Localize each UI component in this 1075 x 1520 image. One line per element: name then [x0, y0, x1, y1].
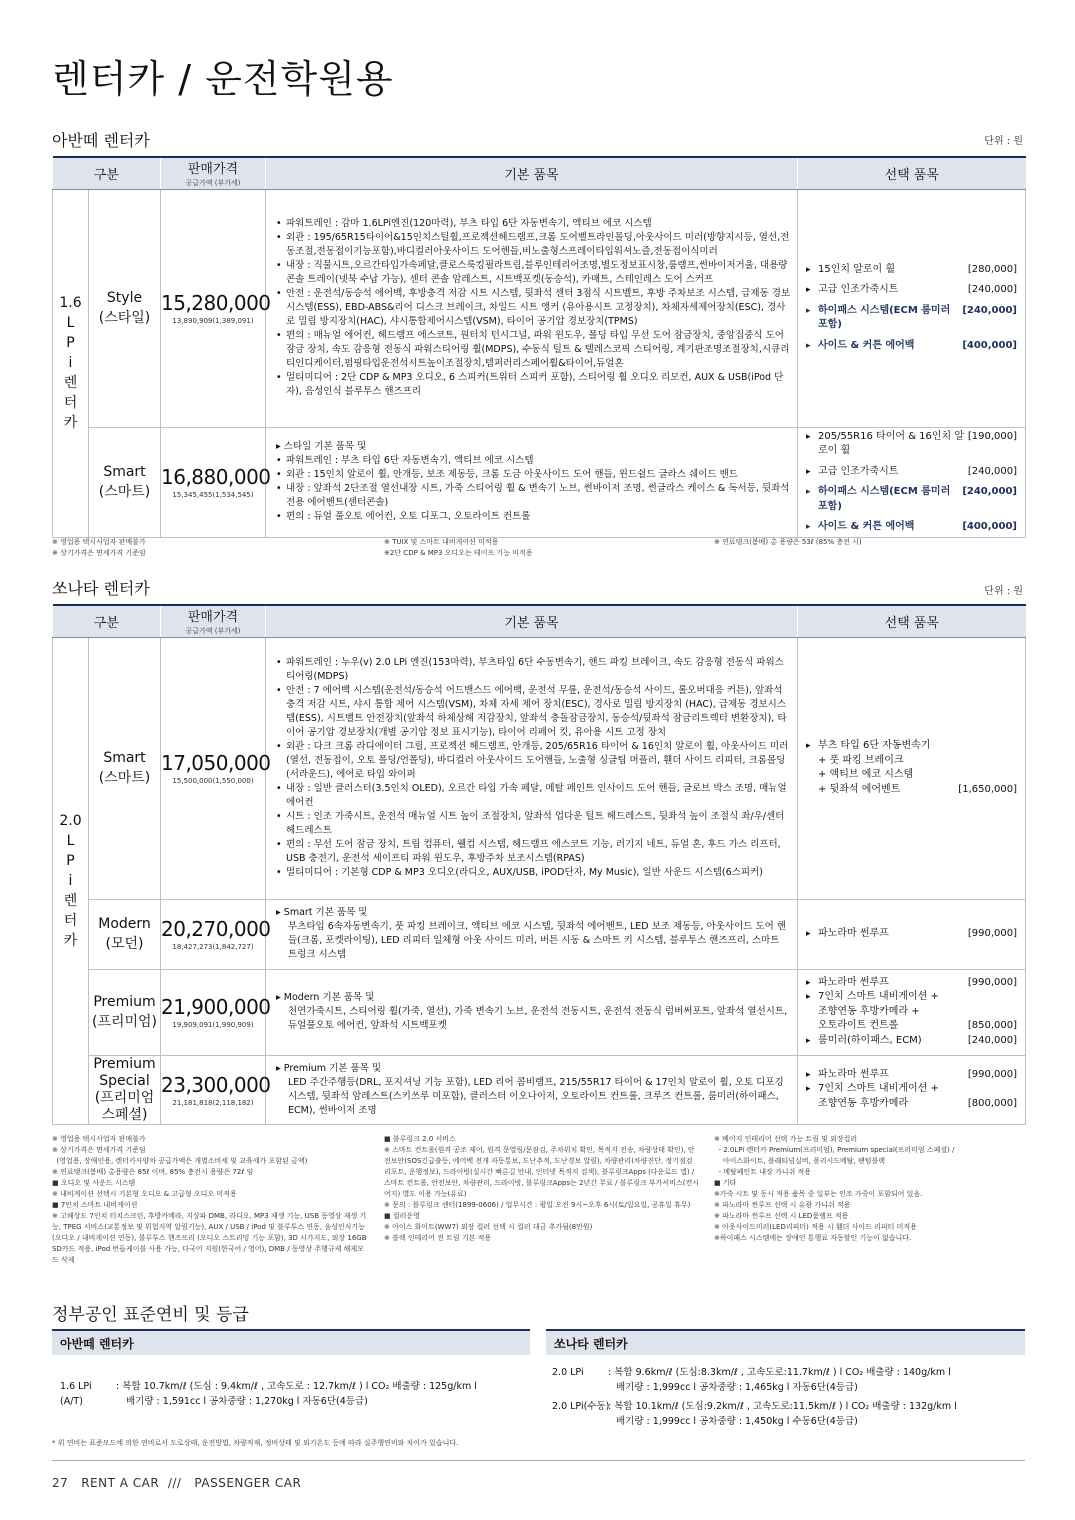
option-name: ▸ 고급 인조가죽시트 [806, 283, 898, 298]
bullet-icon: • [276, 867, 282, 878]
trim-line: (프리미엄) [91, 1014, 158, 1030]
option-name: 조향연동 후방카메라 + [818, 1005, 920, 1017]
fuel-row-line: 배기량 : 1,999cc l 공차중량 : 1,450kg l 수동6단(4등급) [616, 1416, 858, 1427]
option-name: ▸ 7인치 스마트 내비게이션 + [806, 1082, 939, 1097]
basic-item-text: 파워트레인 : 감마 1.6LPi엔진(120마력), 부츠 타입 6단 자동변속기, 액티브 에코 시스템 [286, 218, 652, 229]
option-items [798, 899, 1026, 969]
trim-line: (프리미엄 [94, 1089, 155, 1106]
trim-line: (스마트) [98, 770, 151, 786]
option-price: [190,000] [967, 430, 1017, 442]
option-name: ▸ 사이드 & 커튼 에어백 [806, 339, 914, 354]
bullet-icon: • [276, 260, 282, 271]
engine-char: L [66, 832, 75, 849]
fuel-sonata-box [546, 1329, 1025, 1427]
option-item [806, 1068, 1017, 1083]
bullet-icon: • [276, 811, 282, 822]
basic-item-text: 내장 : 일반 클러스터(3.5인치 OLED), 오르간 타입 가속 페달, 메탈 페인트 인사이드 도어 핸들, 글로브 박스 조명, 매뉴얼에어컨 [286, 783, 787, 808]
option-item [806, 990, 1017, 1005]
option-item [806, 485, 1017, 514]
sonata-unit: 단위 : 원 [984, 586, 1023, 597]
basic-item [276, 510, 791, 524]
engine-char: 렌 [63, 892, 78, 909]
basic-item [276, 656, 791, 684]
option-item [806, 339, 1017, 354]
avante-section-title: 아반떼 렌터카 [52, 131, 150, 150]
engine-label [53, 637, 89, 1124]
option-items [798, 637, 1026, 899]
engine-char: i [68, 355, 73, 371]
fuel-row-line: 배기량 : 1,999cc l 공차중량 : 1,465kg l 자동6단(4등급) [616, 1382, 858, 1393]
fuel-sonata-head: 쏘나타 렌터카 [546, 1329, 1025, 1355]
fuel-sonata-body [546, 1355, 1025, 1429]
trim-line: (모던) [105, 936, 144, 952]
option-items [798, 1055, 1026, 1124]
option-item [806, 465, 1017, 480]
option-name: + 뒷좌석 에어벤트 [818, 783, 901, 795]
bullet-icon: • [276, 839, 282, 850]
bullet-icon: • [276, 783, 282, 794]
fuel-row-line: : 복합 10.1km/ℓ (도심:9.2km/ℓ , 고속도로:11.5km/ℓ ) l CO₂ 배출량 : 132g/km l [608, 1401, 957, 1412]
fuel-section-title: 정부공인 표준연비 및 등급 [52, 1305, 249, 1325]
basic-item-text: LED 주간주행등(DRL, 포지셔닝 기능 포함), LED 리어 콤비램프, 215/55R17 타이어 & 17인치 알로이 휠, 오토 디포깅 시스템, 뒷좌석 암레스트(스키쓰루 미포함), 클러스터 이오나이저, 오토라이트 컨트롤, 크루즈 컨트롤, 룸미러(하이패스, ECM), 썬바이저 조명 [288, 1076, 784, 1116]
option-item [806, 754, 1017, 769]
footer-divider [52, 1460, 1025, 1461]
trim-line: (스타일) [98, 310, 151, 326]
trim-line: Style [106, 290, 143, 306]
basic-item-text: 시트 : 인조 가죽시트, 운전석 매뉴얼 시트 높이 조절장치, 앞좌석 업다운 틸트 헤드레스트, 뒷좌석 높이 조절식 좌/우/센터 헤드레스트 [286, 811, 785, 836]
option-name: ▸ 부츠 타입 6단 자동변속기 [806, 739, 931, 754]
bullet-icon: • [276, 232, 282, 243]
header-basic: 기본 품목 [266, 157, 798, 189]
engine-char: 터 [63, 912, 78, 929]
basic-items [266, 637, 798, 899]
fuel-row-label: 1.6 LPi (A/T) [60, 1381, 92, 1407]
option-name: 조향연동 후방카메라 [818, 1097, 909, 1109]
engine-char: 1.6 [59, 295, 82, 311]
option-price: [400,000] [962, 339, 1017, 351]
avante-note-3: ※ 연료탱크(봄베) 총 용량은 53ℓ (85% 충전 시) [714, 538, 862, 546]
option-price: [400,000] [962, 521, 1017, 532]
option-price: [240,000] [962, 486, 1017, 497]
trim-line: Modern [98, 916, 151, 932]
trim-price: 21,900,000 19,909,091(1,990,909) [161, 969, 266, 1055]
option-name: ▸ 7인치 스마트 내비게이션 + [806, 990, 939, 1005]
header-price: 판매가격 공급가액 (부가세) [161, 605, 266, 637]
trim-line: Smart [103, 750, 146, 766]
basic-item [276, 810, 791, 838]
bullet-icon: • [276, 657, 282, 668]
option-name: ▸ 하이패스 시스템(ECM 룸미러 포함) [806, 304, 962, 333]
sonata-notes-2: ■ 블루링크 2.0 서비스 ※ 스마트 컨트롤(원격 공조 제어, 원격 문열림/문잠김, 주차위치 확인, 목적지 전송, 차량상태 확인), 안전보안(SOS긴급출동, 에어백 전개 자동통보, 도난추적, 도난경보 알림), 차량관리(차량진단, 정기점검리포트, 운행정보), 드라이빙(실시간 빠른길 안내, 인터넷 목적지 검색), 블루링크Apps (다운로드 앱) / 스마트 컨트롤, 안전보안, 차량관리, 드라이빙, 블루링크Apps는 2년간 무료 / 블루링크 부가서비스(컨시어지) 별도 이용 가능(유료) ※ 문의 : 블루링크 센터(1899-0606) / 업무시간 : 평일 오전 9시~오후 6시(토/일요일, 공휴일 휴무) ■ 컬러운영 ※ 아이스 화이트(WW7) 외장 컬러 선택 시 컬러 대금 추가됨(8만원) ※ 블랙 인테리어 전 트림 기본 적용 [384, 1135, 699, 1242]
basic-head: ▸ 스타일 기본 품목 및 [276, 441, 367, 452]
trim-name [89, 899, 161, 969]
basic-item [276, 684, 791, 740]
trim-name [89, 1055, 161, 1124]
header-category: 구분 [53, 605, 161, 637]
bullet-icon: • [276, 372, 282, 383]
fuel-row-line: 배기량 : 1,591cc l 공차중량 : 1,270kg l 자동6단(4등급) [126, 1396, 368, 1407]
sonata-price-table [52, 604, 1026, 1125]
basic-items [266, 1055, 798, 1124]
basic-item-text: 내장 : 직물시트,오르간타입가속페달,클로스룩킹필라트림,블루인테리어조명,별도정보표시창,룸램프,썬바이저거울, 대용량 콘솔 트레이(넷북 수납 가능), 센터 콘솔 암레스트, 시트백포켓(동승석), 카매트, 스테인레스 도어 스커프 [286, 260, 788, 285]
fuel-row-label: 2.0 LPi [552, 1367, 584, 1378]
basic-item [276, 217, 791, 231]
option-item [806, 263, 1017, 278]
option-price: [240,000] [962, 304, 1017, 316]
option-item [806, 739, 1017, 754]
basic-item [276, 454, 791, 468]
trim-name [89, 969, 161, 1055]
engine-char: 렌 [63, 375, 78, 391]
basic-item [276, 866, 791, 880]
header-option: 선택 품목 [798, 157, 1026, 189]
basic-item [276, 259, 791, 287]
engine-char: 카 [63, 932, 78, 949]
option-name: ▸ 15인치 알로이 휠 [806, 263, 895, 278]
basic-item [276, 371, 791, 399]
fuel-row-line: : 복합 10.7km/ℓ (도심 : 9.4km/ℓ , 고속도로 : 12.7km/ℓ ) l CO₂ 배출량 : 125g/km l [116, 1381, 477, 1392]
option-item [806, 304, 1017, 333]
option-price: [240,000] [967, 465, 1017, 477]
option-name: ▸ 룸미러(하이패스, ECM) [806, 1034, 922, 1049]
trim-line: Special [99, 1072, 150, 1089]
basic-item [276, 782, 791, 810]
option-price: [800,000] [967, 1097, 1017, 1109]
option-item [806, 768, 1017, 783]
trim-price: 17,050,000 15,500,000(1,550,000) [161, 637, 266, 899]
bullet-icon: • [276, 288, 282, 299]
trim-price: 15,280,000 13,890,909(1,389,091) [161, 189, 266, 427]
engine-char: i [68, 872, 73, 889]
basic-item-text: 파워트레인 : 누우(v) 2.0 LPi 엔진(153마력), 부츠타입 6단 수동변속기, 핸드 파킹 브레이크, 속도 감응형 전동식 파워스티어링(MDPS) [286, 657, 784, 682]
trim-line: Smart [103, 464, 146, 480]
basic-head: ▸ Premium 기본 품목 및 [276, 1062, 382, 1074]
option-item [806, 430, 1017, 459]
engine-char: 터 [63, 395, 78, 411]
basic-item [276, 287, 791, 329]
option-name: ▸ 파노라마 썬루프 [806, 927, 889, 942]
trim-name [89, 637, 161, 899]
option-item [806, 1034, 1017, 1049]
basic-item-text: 부츠타입 6속자동변속기, 풋 파킹 브레이크, 액티브 에코 시스템, 뒷좌석 에어벤트, LED 보조 제동등, 아웃사이드 도어 핸들(크롬, 포켓라이팅), LED 리피터 일체형 아웃 사이드 미러, 버튼 시동 & 스마트 키 시스템, 블루투스 핸즈프리, 스마트 트렁크 시스템 [288, 921, 787, 960]
basic-head: ▸ Smart 기본 품목 및 [276, 907, 368, 918]
basic-items [266, 427, 798, 537]
avante-note-1: ※ 영업용 택시사업자 판매불가 ※ 상기가격은 면세가격 기준임 [52, 538, 146, 557]
bullet-icon: • [276, 218, 282, 229]
fuel-row-line: : 복합 9.6km/ℓ (도심:8.3km/ℓ , 고속도로:11.7km/ℓ ) l CO₂ 배출량 : 140g/km l [608, 1367, 951, 1378]
option-price: [1,650,000] [958, 783, 1017, 795]
option-item [806, 927, 1017, 942]
avante-note-2: ※ TUIX 및 스마트 내비게이션 미적용 ※2단 CDP & MP3 오디오는 테이프 기능 미적용 [384, 538, 533, 557]
basic-item-text: 편의 : 무선 도어 잠금 장치, 트립 컴퓨터, 웰컴 시스템, 헤드램프 에스코트 기능, 러기지 네트, 듀얼 혼, 후드 가스 리프터, USB 충전기, 운전석 세이프티 파워 윈도우, 후방주차 보조시스템(RPAS) [286, 839, 781, 864]
trim-name [89, 427, 161, 537]
option-name: ▸ 사이드 & 커튼 에어백 [806, 520, 914, 535]
basic-item-text: 편의 : 매뉴얼 에어컨, 헤드램프 에스코트, 원터치 턴시그널, 파워 윈도우, 폴딩 타입 무선 도어 잠금장치, 중앙집중식 도어잠금 장치, 속도 감응형 전동식 파워스티어링 휠(MDPS), 수동식 틸트 & 텔레스코픽 스티어링, 계기판조명조절장치,시큐리티인디케이터,펌핑타입운전석시트높이조절장치,템퍼러리스페어휠&타이어,듀얼혼 [286, 330, 790, 369]
header-category: 구분 [53, 157, 161, 189]
option-name: ▸ 205/55R16 타이어 & 16인치 알로이 휠 [806, 430, 968, 459]
option-name: ▸ 파노라마 썬루프 [806, 1068, 889, 1083]
basic-item-text: 안전 : 운전석/동승석 에어백, 후방충격 저감 시트 시스템, 뒷좌석 센터 3점식 시트벨트, 후방 주차보조 시스템, 급제동 경보 시스템(ESS), EBD-ABS&리어 디스크 브레이크, 차일드 시트 앵커 (유아용시트 고정장치), 차체자세제어장치(ESC), 경사로 밀림 방지장치(HAC), 샤시통합제어시스템(VSM), 타이어 공기압 경보장치(TPMS) [286, 288, 791, 327]
option-name: + 풋 파킹 브레이크 [818, 754, 904, 766]
option-item [806, 283, 1017, 298]
header-option: 선택 품목 [798, 605, 1026, 637]
fuel-avante-head: 아반떼 렌터카 [52, 1329, 530, 1355]
basic-item-text: 천연가죽시트, 스티어링 휠(가죽, 열선), 가죽 변속기 노브, 운전석 전동시트, 운전석 전동식 럼버써포트, 앞좌석 열선시트, 듀얼풀오토 에어컨, 앞좌석 시트백포켓 [288, 1006, 788, 1031]
option-price: [280,000] [967, 263, 1017, 275]
option-price: [990,000] [967, 1068, 1017, 1080]
bullet-icon: • [276, 483, 282, 494]
bullet-icon: • [276, 469, 282, 480]
basic-item [276, 838, 791, 866]
fuel-avante-box [52, 1329, 530, 1409]
option-price: [990,000] [967, 927, 1017, 939]
basic-item-text: 멀티미디어 : 기본형 CDP & MP3 오디오(라디오, AUX/USB, iPOD단자, My Music), 일반 사운드 시스템(6스피커) [286, 867, 763, 878]
avante-price-table [52, 156, 1026, 538]
bullet-icon: • [276, 455, 282, 466]
option-price: [850,000] [967, 1020, 1017, 1032]
fuel-row-label: 2.0 LPi(수동) [552, 1401, 610, 1412]
basic-item [276, 329, 791, 371]
option-item [806, 1019, 1017, 1034]
bullet-icon: • [276, 685, 282, 696]
basic-item-text: 안전 : 7 에어백 시스템(운전석/동승석 어드밴스드 에어백, 운전석 무릎, 운전석/동승석 사이드, 롤오버대응 커튼), 앞좌석 충격 저감 시트, 샤시 통합 제어 시스템(VSM), 차체 자세 제어 장치(ESC), 경사로 밀림 방지장치 (HAC), 급제동 경보시스템(ESS), 시트벨트 안전장치(앞좌석 하체상해 저감장치, 앞좌석 충돌잠금장치, 동승석/뒷좌석 잠금리트렉터 변환장치), 타이어 공기압 경보장치(개별 공기압 정보 표시기능), 타이어 리페어 킷, 유아용 시트 고정 장치 [286, 685, 787, 738]
trim-price: 16,880,000 15,345,455(1,534,545) [161, 427, 266, 537]
option-name: + 액티브 에코 시스템 [818, 769, 914, 780]
option-item [806, 976, 1017, 991]
basic-item [276, 482, 791, 510]
page-title: 렌터카 / 운전학원용 [52, 57, 394, 101]
basic-item [276, 231, 791, 259]
option-name: ▸ 파노라마 썬루프 [806, 976, 889, 991]
option-item [806, 1097, 1017, 1112]
option-items [798, 969, 1026, 1055]
engine-char: 카 [63, 415, 78, 431]
fuel-note: * 위 연비는 표준모드에 의한 연비로서 도로상태, 운전방법, 차량적재, 정비상태 및 외기온도 등에 따라 실주행연비와 차이가 있습니다. [52, 1439, 459, 1447]
basic-item-text: 외관 : 15인치 알로이 휠, 안개등, 보조 제동등, 크롬 도금 아웃사이드 도어 핸들, 윈드쉴드 글라스 쉐이드 밴드 [286, 469, 738, 480]
bullet-icon: • [276, 511, 282, 522]
trim-line: 스페셜) [101, 1106, 148, 1123]
sonata-notes-3: ※ 베이지 인테리어 선택 가능 트림 및 외장컬러 - 2.0LPi 렌터카 Premium(프리미엄), Premium special(프리미엄 스페셜) / 아이스화이트, 플래티넘실버, 폴리시드메탈, 팬텀블랙 - 메탈페인트 내장 가니쉬 적용 ■ 기타 ※가죽 시트 및 동시 적용 품목 중 일부는 인조 가죽이 포함되어 있음. ※ 파노라마 썬루프 선택 시 유광 가니쉬 적용 ※ 파노라마 썬루프 선택 시 LED룸램프 적용 ※ 아웃사이드미러(LED리피터) 적용 시 휀더 사이드 리피터 미적용 ※하이패스 시스템에는 장애인 통행료 자동할인 기능이 없습니다. [714, 1135, 955, 1242]
bullet-icon: • [276, 741, 282, 752]
option-item [806, 783, 1017, 798]
option-item [806, 1005, 1017, 1020]
basic-head: ▸ Modern 기본 품목 및 [276, 992, 375, 1003]
basic-items [266, 189, 798, 427]
sonata-section-title: 쏘나타 렌터카 [52, 579, 150, 598]
trim-line: Premium [93, 1055, 156, 1072]
option-item [806, 1082, 1017, 1097]
engine-label [53, 189, 89, 537]
header-basic: 기본 품목 [266, 605, 798, 637]
basic-item-text: 외관 : 다크 크롬 라디에이터 그릴, 프로젝션 헤드램프, 안개등, 205/65R16 타이어 & 16인치 알로이 휠, 아웃사이드 미러(열선, 전동접이, 오토 폴딩/언폴딩), 바디컬러 아웃사이드 도어핸들, 노출형 싱글팁 머플러, 휀더 사이드 리피터, 크롬몰딩(서라운드), 에어로 타입 와이퍼 [286, 741, 789, 780]
trim-line: (스마트) [98, 484, 151, 500]
engine-char: P [66, 335, 75, 351]
trim-price: 20,270,000 18,427,273(1,842,727) [161, 899, 266, 969]
basic-item [276, 740, 791, 782]
option-name: ▸ 하이패스 시스템(ECM 룸미러 포함) [806, 485, 962, 514]
fuel-avante-body [52, 1355, 530, 1409]
trim-line: Premium [93, 994, 156, 1010]
option-price: [240,000] [967, 284, 1017, 296]
sonata-notes-1: ※ 영업용 택시사업자 판매불가 ※ 상기가격은 면세가격 기준임 (영업용, 장애인용, 렌터카사양차 공급가액은 개별소비세 및 교육세가 포함된 금액) ※ 연료탱크(봄베) 총용량은 85ℓ 이며, 85% 충전시 용량은 72ℓ 임 ■ 오디오 및 사운드 시스템 ※ 내비게이션 선택시 기본형 오디오 & 고급형 오디오 미적용 ■ 7인치 스마트 내비게이션 ※ 고해상도 7인치 터치스크린, 후방카메라, 지상파 DMB, 라디오, MP3 재생 기능, USB 동영상 재생 기능, TPEG 서비스(교통정보 및 위험지역 알림기능), AUX / USB / iPod 및 블루투스 연동, 음성인식기능(오디오 / 내비게이션 연동), 블루투스 핸즈프리 (오디오 스트리밍 기능 포함), 3D 시가지도, 외장 16GB SD카드 적용, iPod 번들케이블 사용 가능, 다국어 지원(한국어 / 영어), DMB / 동영상 주행규제 해제모드 삭제 [52, 1135, 367, 1264]
header-price: 판매가격 공급가액 (부가세) [161, 157, 266, 189]
engine-char: 2.0 [59, 812, 82, 829]
basic-item-text: 내장 : 앞좌석 2단조절 열선내장 시트, 가죽 스티어링 휠 & 변속기 노브, 썬바이저 조명, 썬글라스 케이스 & 독서등, 뒷좌석 전용 에어벤트(센터콘솔) [286, 483, 790, 508]
basic-item-text: 파워트레인 : 부츠 타입 6단 자동변속기, 액티브 에코 시스템 [286, 455, 534, 466]
bullet-icon: • [276, 330, 282, 341]
option-item [806, 520, 1017, 535]
engine-char: P [66, 852, 75, 869]
option-price: [240,000] [967, 1034, 1017, 1046]
option-items [798, 189, 1026, 427]
option-name: 오토라이트 컨트롤 [818, 1020, 899, 1032]
basic-item-text: 외관 : 195/65R15타이어&15인치스틸휠,프로젝션헤드램프,크롬 도어벨트라인몰딩,아웃사이드 미러(방향지시등, 열선,전동조절,전동접이기능포함),바디컬러아웃사이드 도어핸들,비노출형스프레이타입워셔노즐,전동접이식미러 [286, 232, 790, 257]
trim-name [89, 189, 161, 427]
page-footer: 27 RENT A CAR /// PASSENGER CAR [52, 1476, 302, 1490]
basic-items [266, 899, 798, 969]
engine-char: L [66, 315, 75, 331]
basic-items [266, 969, 798, 1055]
avante-unit: 단위 : 원 [984, 136, 1023, 147]
basic-item-text: 멀티미디어 : 2단 CDP & MP3 오디오, 6 스피커(트위터 스피커 포함), 스티어링 휠 오디오 리모컨, AUX & USB(iPod 단자), 음성인식 블루투스 핸즈프리 [286, 372, 784, 397]
option-price: [990,000] [967, 976, 1017, 988]
trim-price: 23,300,000 21,181,818(2,118,182) [161, 1055, 266, 1124]
option-name: ▸ 고급 인조가죽시트 [806, 465, 898, 480]
option-items [798, 427, 1026, 537]
basic-item-text: 편의 : 듀얼 풀오토 에어컨, 오토 디포그, 오토라이트 컨트롤 [286, 511, 531, 522]
basic-item [276, 468, 791, 482]
